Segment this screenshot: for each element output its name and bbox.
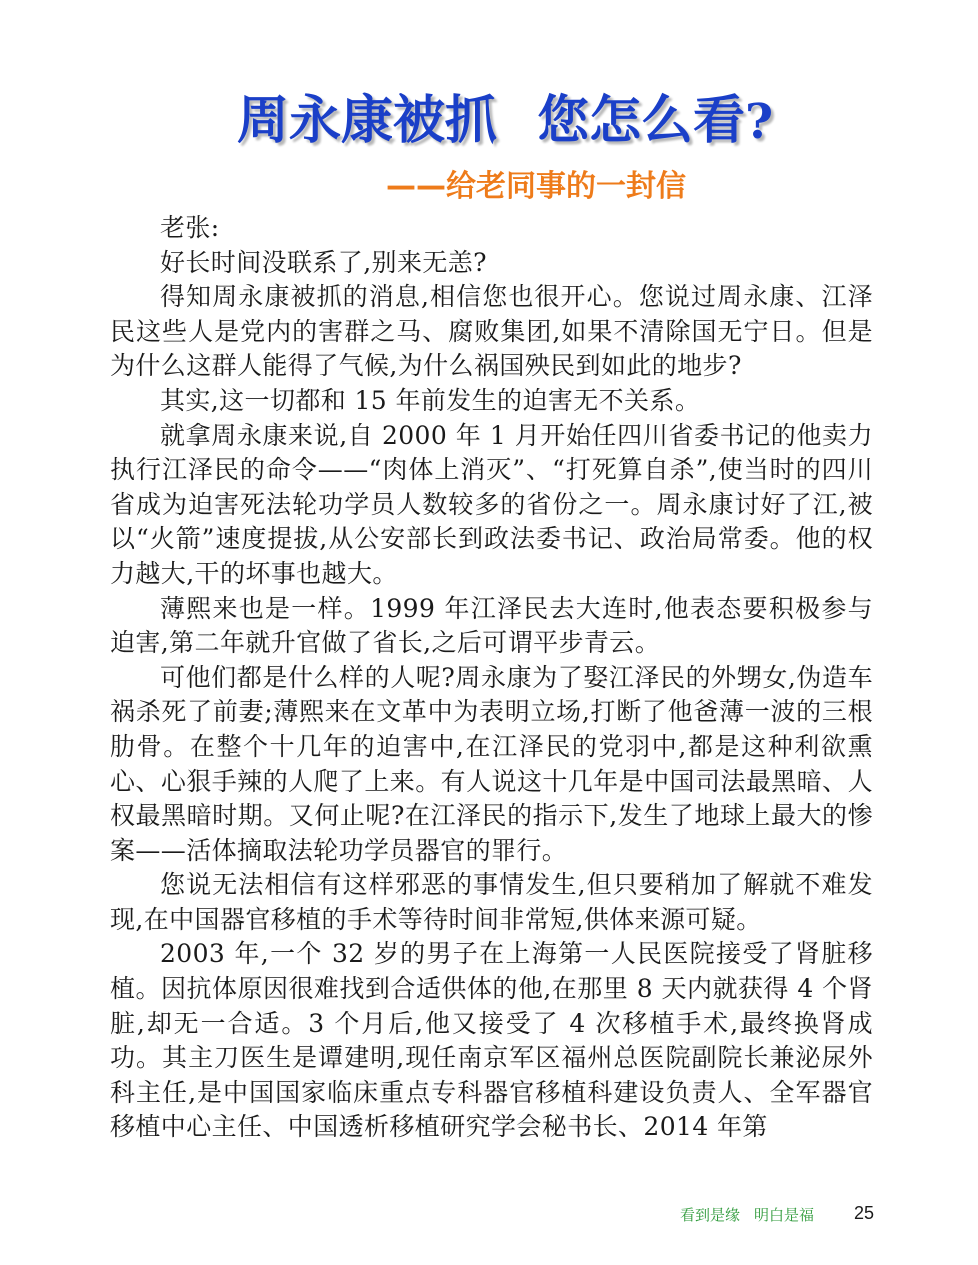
title-part-1: 周永康被抓 bbox=[236, 90, 497, 151]
slogan-part-2: 明白是福 bbox=[754, 1206, 815, 1224]
body-paragraph: 2003 年,一个 32 岁的男子在上海第一人民医院接受了肾脏移植。因抗体原因很难找到合适供体的他,在那里 8 天内就获得 4 个肾脏,却无一合适。3 个月后,他又接受了 4 次移植手术,最终换肾成功。其主刀医生是谭建明,现任南京军区福州总医院副院长兼泌尿外科主任,是中国国家临床重点专科器官移植科建设负责人、全军器官移植中心主任、中国透析移植研究学会秘书长、2014 年第 bbox=[110, 939, 873, 1142]
article-title bbox=[0, 86, 978, 157]
body-paragraph: 其实,这一切都和 15 年前发生的迫害无不关系。 bbox=[160, 385, 701, 415]
body-paragraph: 就拿周永康来说,自 2000 年 1 月开始任四川省委书记的他卖力执行江泽民的命令——“肉体上消灭”、“打死算自杀”,使当时的四川省成为迫害死法轮功学员人数较多的省份之一。周永康讨好了江,被以“火箭”速度提拔,从公安部长到政法委书记、政治局常委。他的权力越大,干的坏事也越大。 bbox=[110, 420, 873, 588]
body-paragraph: 可他们都是什么样的人呢?周永康为了娶江泽民的外甥女,伪造车祸杀死了前妻;薄熙来在文革中为表明立场,打断了他爸薄一波的三根肋骨。在整个十几年的迫害中,在江泽民的党羽中,都是这种利欲熏心、心狠手辣的人爬了上来。有人说这十几年是中国司法最黑暗、人权最黑暗时期。又何止呢?在江泽民的指示下,发生了地球上最大的惨案——活体摘取法轮功学员器官的罪行。 bbox=[110, 662, 873, 865]
article-body bbox=[110, 211, 873, 1145]
body-paragraph: 薄熙来也是一样。1999 年江泽民去大连时,他表态要积极参与迫害,第二年就升官做了省长,之后可谓平步青云。 bbox=[110, 593, 873, 658]
title-part-2: 您怎么看 bbox=[536, 90, 745, 151]
body-paragraph: 好长时间没联系了,别来无恙? bbox=[160, 247, 487, 277]
footer-slogan bbox=[680, 1205, 814, 1225]
article-subtitle: ——给老同事的一封信 bbox=[386, 169, 686, 204]
greeting-paragraph: 老张: bbox=[160, 213, 220, 242]
body-paragraph: 得知周永康被抓的消息,相信您也很开心。您说过周永康、江泽民这些人是党内的害群之马、腐败集团,如果不清除国无宁日。但是为什么这群人能得了气候,为什么祸国殃民到如此的地步? bbox=[110, 282, 873, 381]
body-paragraph: 您说无法相信有这样邪恶的事情发生,但只要稍加了解就不难发现,在中国器官移植的手术等待时间非常短,供体来源可疑。 bbox=[110, 870, 873, 934]
title-question-mark: ? bbox=[744, 94, 774, 150]
page-number: 25 bbox=[854, 1203, 875, 1223]
slogan-part-1: 看到是缘 bbox=[680, 1206, 741, 1224]
